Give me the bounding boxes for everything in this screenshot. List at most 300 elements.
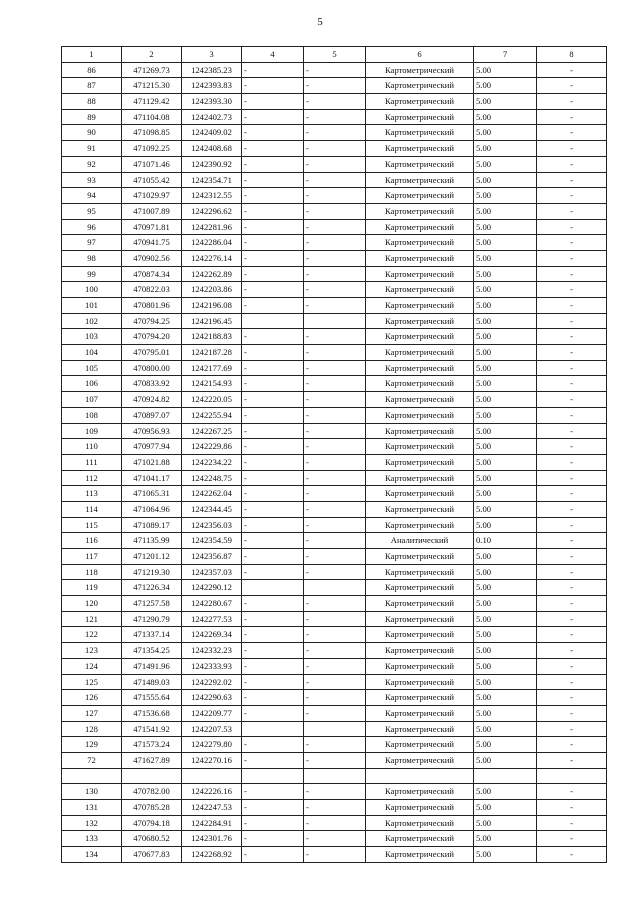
col4-cell: -: [242, 407, 304, 423]
col5-cell: -: [304, 454, 366, 470]
col8-cell: -: [537, 313, 607, 329]
point-number-cell: 110: [62, 439, 122, 455]
col5-cell: -: [304, 658, 366, 674]
x-coordinate-cell: 470822.03: [122, 282, 182, 298]
x-coordinate-cell: 471129.42: [122, 94, 182, 110]
col5-cell: -: [304, 423, 366, 439]
point-number-cell: 125: [62, 674, 122, 690]
table-row: [62, 470, 607, 486]
col8-cell: -: [537, 847, 607, 863]
x-coordinate-cell: 470782.00: [122, 784, 182, 800]
accuracy-cell: 5.00: [474, 627, 537, 643]
accuracy-cell: 5.00: [474, 360, 537, 376]
col5-cell: [304, 313, 366, 329]
accuracy-cell: 5.00: [474, 470, 537, 486]
col5-cell: -: [304, 141, 366, 157]
method-cell: Картометрический: [366, 219, 474, 235]
col8-cell: -: [537, 345, 607, 361]
accuracy-cell: 5.00: [474, 690, 537, 706]
col4-cell: -: [242, 454, 304, 470]
accuracy-cell: 5.00: [474, 203, 537, 219]
accuracy-cell: 5.00: [474, 282, 537, 298]
accuracy-cell: 5.00: [474, 62, 537, 78]
x-coordinate-cell: [122, 768, 182, 784]
table-row: [62, 109, 607, 125]
col8-cell: -: [537, 690, 607, 706]
y-coordinate-cell: 1242301.76: [182, 831, 242, 847]
col8-cell: -: [537, 329, 607, 345]
col4-cell: -: [242, 737, 304, 753]
x-coordinate-cell: 470897.07: [122, 407, 182, 423]
method-cell: Картометрический: [366, 78, 474, 94]
y-coordinate-cell: 1242262.04: [182, 486, 242, 502]
col5-cell: -: [304, 501, 366, 517]
method-cell: Картометрический: [366, 517, 474, 533]
col5-cell: -: [304, 235, 366, 251]
header-cell: 8: [537, 47, 607, 63]
col4-cell: -: [242, 784, 304, 800]
accuracy-cell: 5.00: [474, 407, 537, 423]
point-number-cell: 120: [62, 596, 122, 612]
col4-cell: -: [242, 125, 304, 141]
header-cell: 2: [122, 47, 182, 63]
accuracy-cell: 5.00: [474, 188, 537, 204]
point-number-cell: 107: [62, 392, 122, 408]
col8-cell: -: [537, 752, 607, 768]
accuracy-cell: 5.00: [474, 831, 537, 847]
accuracy-cell: 5.00: [474, 815, 537, 831]
table-row: [62, 580, 607, 596]
point-number-cell: 115: [62, 517, 122, 533]
col5-cell: -: [304, 78, 366, 94]
y-coordinate-cell: 1242357.03: [182, 564, 242, 580]
col5-cell: -: [304, 282, 366, 298]
col8-cell: -: [537, 705, 607, 721]
col8-cell: -: [537, 611, 607, 627]
col5-cell: -: [304, 172, 366, 188]
col4-cell: -: [242, 439, 304, 455]
table-row: [62, 486, 607, 502]
col8-cell: -: [537, 156, 607, 172]
method-cell: Картометрический: [366, 313, 474, 329]
col5-cell: -: [304, 564, 366, 580]
col5-cell: -: [304, 219, 366, 235]
col5-cell: -: [304, 674, 366, 690]
method-cell: Картометрический: [366, 486, 474, 502]
col4-cell: -: [242, 188, 304, 204]
col4-cell: -: [242, 203, 304, 219]
col5-cell: -: [304, 752, 366, 768]
col4-cell: [242, 721, 304, 737]
header-cell: 7: [474, 47, 537, 63]
accuracy-cell: 0.10: [474, 533, 537, 549]
method-cell: Картометрический: [366, 454, 474, 470]
accuracy-cell: 5.00: [474, 298, 537, 314]
col5-cell: -: [304, 470, 366, 486]
accuracy-cell: 5.00: [474, 847, 537, 863]
table-row: [62, 596, 607, 612]
method-cell: Картометрический: [366, 298, 474, 314]
col5-cell: -: [304, 627, 366, 643]
accuracy-cell: 5.00: [474, 266, 537, 282]
method-cell: Картометрический: [366, 658, 474, 674]
method-cell: Картометрический: [366, 737, 474, 753]
table-row: [62, 376, 607, 392]
method-cell: Картометрический: [366, 188, 474, 204]
col8-cell: -: [537, 266, 607, 282]
y-coordinate-cell: 1242262.89: [182, 266, 242, 282]
col4-cell: -: [242, 376, 304, 392]
col8-cell: -: [537, 501, 607, 517]
accuracy-cell: 5.00: [474, 392, 537, 408]
method-cell: Аналитический: [366, 533, 474, 549]
accuracy-cell: 5.00: [474, 94, 537, 110]
y-coordinate-cell: 1242408.68: [182, 141, 242, 157]
table-row: [62, 392, 607, 408]
point-number-cell: 127: [62, 705, 122, 721]
x-coordinate-cell: 470785.28: [122, 800, 182, 816]
method-cell: Картометрический: [366, 376, 474, 392]
point-number-cell: 96: [62, 219, 122, 235]
col4-cell: -: [242, 360, 304, 376]
y-coordinate-cell: 1242356.87: [182, 549, 242, 565]
point-number-cell: 95: [62, 203, 122, 219]
method-cell: Картометрический: [366, 611, 474, 627]
method-cell: Картометрический: [366, 141, 474, 157]
point-number-cell: 134: [62, 847, 122, 863]
point-number-cell: 116: [62, 533, 122, 549]
y-coordinate-cell: 1242402.73: [182, 109, 242, 125]
col8-cell: -: [537, 78, 607, 94]
col4-cell: -: [242, 470, 304, 486]
table-row: [62, 250, 607, 266]
point-number-cell: 126: [62, 690, 122, 706]
x-coordinate-cell: 471354.25: [122, 643, 182, 659]
col4-cell: -: [242, 674, 304, 690]
col8-cell: -: [537, 376, 607, 392]
accuracy-cell: 5.00: [474, 486, 537, 502]
accuracy-cell: 5.00: [474, 313, 537, 329]
table-row: [62, 329, 607, 345]
col4-cell: -: [242, 141, 304, 157]
x-coordinate-cell: 470924.82: [122, 392, 182, 408]
col8-cell: -: [537, 815, 607, 831]
accuracy-cell: 5.00: [474, 219, 537, 235]
col8-cell: -: [537, 596, 607, 612]
y-coordinate-cell: 1242196.45: [182, 313, 242, 329]
col8-cell: -: [537, 831, 607, 847]
accuracy-cell: 5.00: [474, 250, 537, 266]
accuracy-cell: 5.00: [474, 549, 537, 565]
col4-cell: -: [242, 815, 304, 831]
col8-cell: -: [537, 674, 607, 690]
y-coordinate-cell: 1242354.59: [182, 533, 242, 549]
method-cell: Картометрический: [366, 470, 474, 486]
method-cell: Картометрический: [366, 705, 474, 721]
col4-cell: -: [242, 345, 304, 361]
col4-cell: -: [242, 250, 304, 266]
accuracy-cell: 5.00: [474, 125, 537, 141]
x-coordinate-cell: 471007.89: [122, 203, 182, 219]
header-cell: 6: [366, 47, 474, 63]
x-coordinate-cell: 471201.12: [122, 549, 182, 565]
point-number-cell: 119: [62, 580, 122, 596]
table-row: [62, 407, 607, 423]
point-number-cell: 129: [62, 737, 122, 753]
table-row: [62, 360, 607, 376]
col8-cell: -: [537, 203, 607, 219]
table-row: [62, 188, 607, 204]
col4-cell: -: [242, 831, 304, 847]
table-row: [62, 282, 607, 298]
y-coordinate-cell: 1242284.91: [182, 815, 242, 831]
col4-cell: -: [242, 156, 304, 172]
col5-cell: [304, 721, 366, 737]
x-coordinate-cell: 470801.96: [122, 298, 182, 314]
point-number-cell: 132: [62, 815, 122, 831]
y-coordinate-cell: 1242356.03: [182, 517, 242, 533]
point-number-cell: 121: [62, 611, 122, 627]
accuracy-cell: 5.00: [474, 596, 537, 612]
method-cell: Картометрический: [366, 266, 474, 282]
table-row: [62, 156, 607, 172]
col8-cell: -: [537, 235, 607, 251]
method-cell: Картометрический: [366, 643, 474, 659]
x-coordinate-cell: 470971.81: [122, 219, 182, 235]
x-coordinate-cell: 471555.64: [122, 690, 182, 706]
point-number-cell: 123: [62, 643, 122, 659]
x-coordinate-cell: 470902.56: [122, 250, 182, 266]
y-coordinate-cell: 1242296.62: [182, 203, 242, 219]
x-coordinate-cell: 471065.31: [122, 486, 182, 502]
table-header-row: [62, 47, 607, 63]
col4-cell: -: [242, 235, 304, 251]
y-coordinate-cell: 1242279.80: [182, 737, 242, 753]
y-coordinate-cell: 1242281.96: [182, 219, 242, 235]
x-coordinate-cell: 470833.92: [122, 376, 182, 392]
col8-cell: -: [537, 454, 607, 470]
col4-cell: [242, 313, 304, 329]
accuracy-cell: 5.00: [474, 580, 537, 596]
col8-cell: -: [537, 737, 607, 753]
col5-cell: -: [304, 392, 366, 408]
table-row: [62, 627, 607, 643]
col8-cell: -: [537, 219, 607, 235]
col4-cell: -: [242, 658, 304, 674]
point-number-cell: 130: [62, 784, 122, 800]
table-body: [62, 62, 607, 862]
x-coordinate-cell: 471021.88: [122, 454, 182, 470]
accuracy-cell: 5.00: [474, 501, 537, 517]
x-coordinate-cell: 471269.73: [122, 62, 182, 78]
x-coordinate-cell: 470977.94: [122, 439, 182, 455]
y-coordinate-cell: 1242220.05: [182, 392, 242, 408]
col4-cell: -: [242, 705, 304, 721]
method-cell: Картометрический: [366, 392, 474, 408]
point-number-cell: 97: [62, 235, 122, 251]
x-coordinate-cell: 471071.46: [122, 156, 182, 172]
y-coordinate-cell: 1242393.83: [182, 78, 242, 94]
col8-cell: -: [537, 125, 607, 141]
col4-cell: -: [242, 847, 304, 863]
x-coordinate-cell: 470795.01: [122, 345, 182, 361]
col4-cell: -: [242, 109, 304, 125]
table-row: [62, 784, 607, 800]
table-row: [62, 62, 607, 78]
method-cell: Картометрический: [366, 423, 474, 439]
accuracy-cell: 5.00: [474, 784, 537, 800]
col4-cell: -: [242, 752, 304, 768]
table-row: [62, 203, 607, 219]
x-coordinate-cell: 471573.24: [122, 737, 182, 753]
y-coordinate-cell: 1242229.86: [182, 439, 242, 455]
accuracy-cell: 5.00: [474, 643, 537, 659]
header-cell: 4: [242, 47, 304, 63]
col5-cell: -: [304, 203, 366, 219]
x-coordinate-cell: 471627.89: [122, 752, 182, 768]
col4-cell: -: [242, 423, 304, 439]
y-coordinate-cell: 1242354.71: [182, 172, 242, 188]
col4-cell: -: [242, 282, 304, 298]
y-coordinate-cell: [182, 768, 242, 784]
accuracy-cell: 5.00: [474, 737, 537, 753]
col5-cell: -: [304, 611, 366, 627]
table-row: [62, 847, 607, 863]
x-coordinate-cell: 470794.18: [122, 815, 182, 831]
accuracy-cell: [474, 768, 537, 784]
table-row: [62, 831, 607, 847]
col5-cell: -: [304, 596, 366, 612]
x-coordinate-cell: 470874.34: [122, 266, 182, 282]
point-number-cell: 72: [62, 752, 122, 768]
y-coordinate-cell: 1242267.25: [182, 423, 242, 439]
col8-cell: -: [537, 298, 607, 314]
point-number-cell: 124: [62, 658, 122, 674]
x-coordinate-cell: 471055.42: [122, 172, 182, 188]
table-row: [62, 501, 607, 517]
table-row: [62, 141, 607, 157]
header-cell: 3: [182, 47, 242, 63]
col4-cell: -: [242, 78, 304, 94]
y-coordinate-cell: 1242344.45: [182, 501, 242, 517]
y-coordinate-cell: 1242269.34: [182, 627, 242, 643]
accuracy-cell: 5.00: [474, 752, 537, 768]
col5-cell: -: [304, 298, 366, 314]
col8-cell: -: [537, 392, 607, 408]
accuracy-cell: 5.00: [474, 376, 537, 392]
col8-cell: -: [537, 486, 607, 502]
y-coordinate-cell: 1242390.92: [182, 156, 242, 172]
accuracy-cell: 5.00: [474, 611, 537, 627]
x-coordinate-cell: 470800.00: [122, 360, 182, 376]
point-number-cell: 98: [62, 250, 122, 266]
col8-cell: -: [537, 423, 607, 439]
col8-cell: -: [537, 800, 607, 816]
y-coordinate-cell: 1242209.77: [182, 705, 242, 721]
col8-cell: -: [537, 188, 607, 204]
y-coordinate-cell: 1242188.83: [182, 329, 242, 345]
point-number-cell: 111: [62, 454, 122, 470]
accuracy-cell: 5.00: [474, 439, 537, 455]
table-row: [62, 219, 607, 235]
y-coordinate-cell: 1242332.23: [182, 643, 242, 659]
col5-cell: -: [304, 517, 366, 533]
accuracy-cell: 5.00: [474, 156, 537, 172]
method-cell: Картометрический: [366, 156, 474, 172]
x-coordinate-cell: 470794.20: [122, 329, 182, 345]
accuracy-cell: 5.00: [474, 564, 537, 580]
method-cell: Картометрический: [366, 815, 474, 831]
accuracy-cell: 5.00: [474, 109, 537, 125]
col4-cell: -: [242, 392, 304, 408]
y-coordinate-cell: 1242286.04: [182, 235, 242, 251]
col5-cell: -: [304, 125, 366, 141]
col8-cell: -: [537, 517, 607, 533]
col8-cell: -: [537, 141, 607, 157]
method-cell: Картометрический: [366, 831, 474, 847]
accuracy-cell: 5.00: [474, 800, 537, 816]
col4-cell: -: [242, 549, 304, 565]
col8-cell: -: [537, 250, 607, 266]
col4-cell: -: [242, 517, 304, 533]
method-cell: Картометрический: [366, 800, 474, 816]
col5-cell: -: [304, 94, 366, 110]
y-coordinate-cell: 1242207.53: [182, 721, 242, 737]
col4-cell: -: [242, 266, 304, 282]
col5-cell: -: [304, 800, 366, 816]
table-row: [62, 690, 607, 706]
col8-cell: -: [537, 282, 607, 298]
point-number-cell: 102: [62, 313, 122, 329]
col8-cell: -: [537, 580, 607, 596]
y-coordinate-cell: 1242177.69: [182, 360, 242, 376]
y-coordinate-cell: 1242277.53: [182, 611, 242, 627]
table-row: [62, 658, 607, 674]
table-row: [62, 705, 607, 721]
x-coordinate-cell: 471337.14: [122, 627, 182, 643]
x-coordinate-cell: 471029.97: [122, 188, 182, 204]
method-cell: Картометрический: [366, 345, 474, 361]
point-number-cell: 113: [62, 486, 122, 502]
y-coordinate-cell: 1242247.53: [182, 800, 242, 816]
point-number-cell: 104: [62, 345, 122, 361]
col8-cell: -: [537, 721, 607, 737]
table-row: [62, 313, 607, 329]
point-number-cell: 101: [62, 298, 122, 314]
table-row: [62, 235, 607, 251]
col5-cell: -: [304, 62, 366, 78]
col4-cell: -: [242, 172, 304, 188]
col4-cell: -: [242, 533, 304, 549]
col5-cell: -: [304, 156, 366, 172]
x-coordinate-cell: 471219.30: [122, 564, 182, 580]
method-cell: Картометрический: [366, 580, 474, 596]
x-coordinate-cell: 471064.96: [122, 501, 182, 517]
table-row: [62, 611, 607, 627]
table-row: [62, 800, 607, 816]
method-cell: Картометрический: [366, 549, 474, 565]
col4-cell: -: [242, 94, 304, 110]
accuracy-cell: 5.00: [474, 78, 537, 94]
accuracy-cell: 5.00: [474, 454, 537, 470]
x-coordinate-cell: 471541.92: [122, 721, 182, 737]
table-row: [62, 752, 607, 768]
col4-cell: -: [242, 329, 304, 345]
table-row: [62, 172, 607, 188]
table-row: [62, 345, 607, 361]
point-number-cell: 103: [62, 329, 122, 345]
col8-cell: [537, 768, 607, 784]
